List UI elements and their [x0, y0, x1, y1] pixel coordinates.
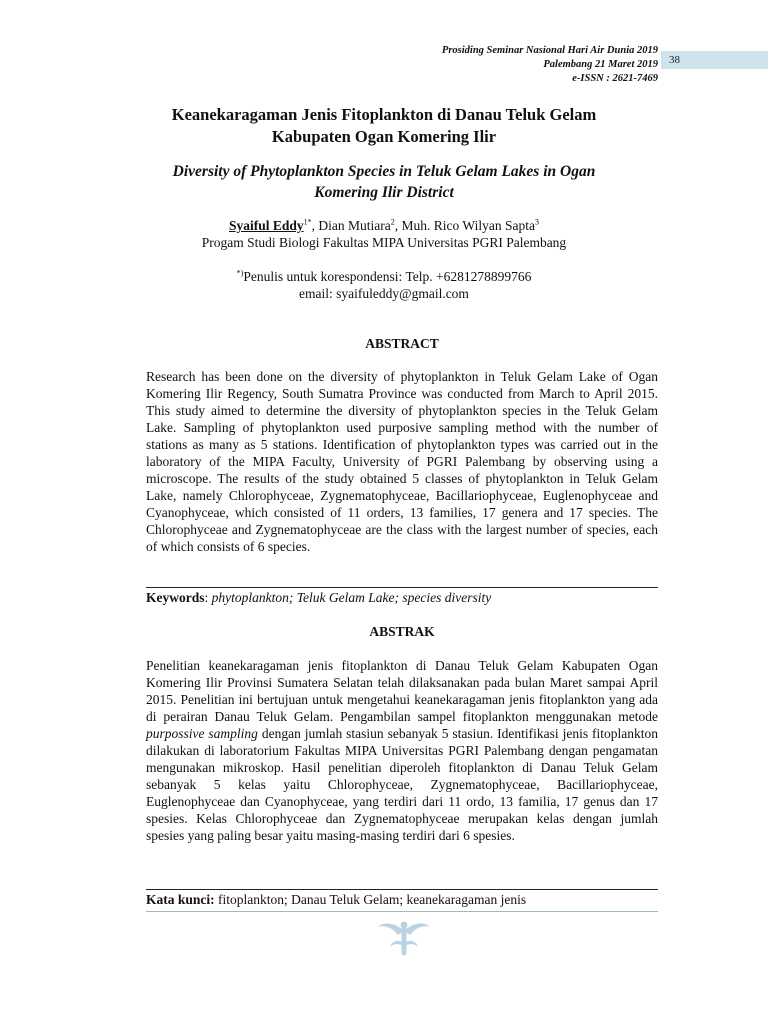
keywords-label: Keywords — [146, 590, 205, 605]
paper-title-english — [130, 161, 638, 203]
keywords-line: Keywords: phytoplankton; Teluk Gelam Lake; species diversity — [146, 590, 492, 605]
title-line-2: Kabupaten Ogan Komering Ilir — [271, 127, 497, 146]
kata-kunci-label: Kata kunci: — [146, 892, 215, 907]
proceedings-header — [442, 44, 658, 86]
author-block — [120, 217, 648, 251]
keywords-top-rule — [146, 587, 658, 588]
correspondence-email: email: syaifuleddy@gmail.com — [299, 286, 469, 301]
abstrak-heading: ABSTRAK — [369, 624, 435, 639]
paper-title — [120, 104, 648, 148]
correspondence-phone — [120, 268, 648, 285]
header-proceedings-name: Prosiding Seminar Nasional Hari Air Dunia 2019 — [441, 45, 658, 56]
page-number-tab — [661, 51, 768, 69]
kata-kunci-top-rule — [146, 889, 658, 890]
first-author-sup: 1* — [303, 217, 312, 227]
kata-kunci-line — [146, 891, 658, 908]
third-author: , Muh. Rico Wilyan Sapta — [394, 218, 535, 233]
correspondence-phone-text: Penulis untuk korespondensi: Telp. +6281278899766 — [243, 269, 532, 284]
title-en-line-1: Diversity of Phytoplankton Species in Teluk Gelam Lakes in Ogan — [172, 163, 596, 180]
abstrak-text — [146, 657, 658, 844]
keywords-text: phytoplankton; Teluk Gelam Lake; species diversity — [211, 590, 492, 605]
footer-ornament-icon — [374, 917, 434, 957]
abstrak-text-part-2: dengan jumlah stasiun sebanyak 5 stasiun. Identifikasi jenis fitoplankton dilakukan di laboratorium Fakultas MIPA Universitas PGRI Palembang dengan pengamatan mengunakan mikroskop. Hasil penelitian diperoleh fitoplankton di Danau Teluk Gelam sebanyak 5 kelas yaitu Chlorophyceae, Zygnematophyceae, Bacillariophyceae, Euglenophyceae dan Cyanophyceae, yang terdiri dari 11 ordo, 13 familia, 17 genus dan 17 spesies. Kelas Chlorophyceae dan Zygnematophyceae merupakan kelas dengan jumlah spesies yang paling besar yaitu masing-masing terdiri dari 6 spesies. — [146, 726, 658, 843]
footer-rule — [146, 911, 658, 912]
correspondence-block — [120, 268, 648, 302]
first-author: Syaiful Eddy — [229, 218, 304, 233]
correspondence-sup: *) — [236, 268, 244, 278]
abstract-heading: ABSTRACT — [365, 336, 439, 351]
abstrak-italic-term: purpossive sampling — [146, 726, 258, 741]
third-author-sup: 3 — [534, 217, 539, 227]
abstrak-text-part-1: Penelitian keanekaragaman jenis fitoplankton di Danau Teluk Gelam Kabupaten Ogan Komering Ilir Provinsi Sumatera Selatan telah dilaksanakan pada bulan Maret sampai April 2015. Penelitian ini bertujuan untuk mengetahui keanekaragaman jenis fitoplankton yang ada di perairan Danau Teluk Gelam. Pengambilan sampel fitoplankton menggunakan metode — [146, 658, 658, 724]
abstract-text: Research has been done on the diversity of phytoplankton in Teluk Gelam Lake of Ogan Komering Ilir Regency, South Sumatra Province was conducted from March to April 2015. This study aimed to determine the diversity of phytoplankton species in the Teluk Gelam Lake. Sampling of phytoplankton used purposive sampling method with the number of stations as many as 5 stations. Identification of phytoplankton types was carried out in the laboratory of the MIPA Faculty, University of PGRI Palembang by observing using a microscope. The results of the study obtained 5 classes of phytoplankton in Teluk Gelam Lake, namely Chlorophyceae, Zygnematophyceae, Bacillariophyceae, Euglenophyceae and Cyanophyceae, which consisted of 11 orders, 13 families, 17 genera and 17 species. The Chlorophyceae and Zygnematophyceae are the class with the largest number of species, each of which consists of 6 species. — [146, 369, 658, 554]
kata-kunci-text: fitoplankton; Danau Teluk Gelam; keanekaragaman jenis — [214, 892, 527, 907]
second-author: , Dian Mutiara — [311, 218, 391, 233]
header-date: Palembang 21 Maret 2019 — [543, 59, 658, 70]
header-issn: e-ISSN : 2621-7469 — [572, 73, 658, 84]
page-number: 38 — [669, 54, 680, 66]
author-list — [120, 217, 648, 234]
title-en-line-2: Komering Ilir District — [314, 184, 454, 201]
second-author-sup: 2 — [390, 217, 395, 227]
title-line-1: Keanekaragaman Jenis Fitoplankton di Danau Teluk Gelam — [171, 105, 597, 124]
affiliation: Progam Studi Biologi Fakultas MIPA Universitas PGRI Palembang — [201, 235, 567, 250]
